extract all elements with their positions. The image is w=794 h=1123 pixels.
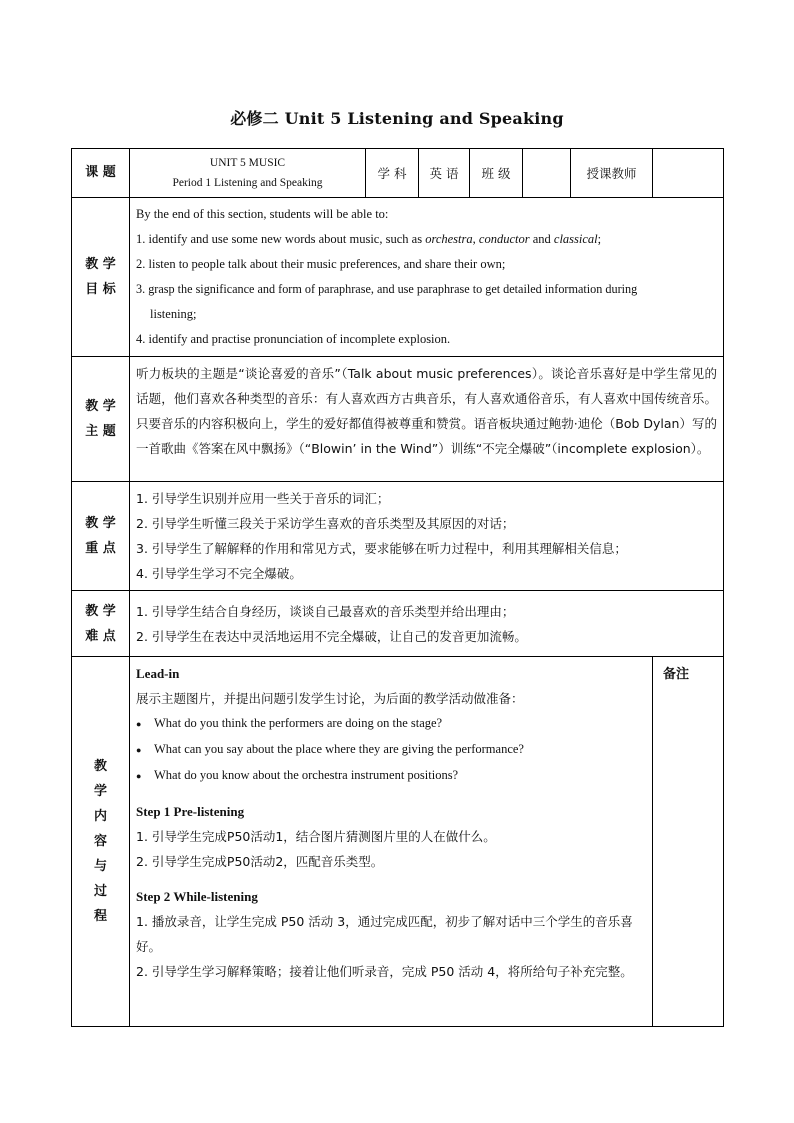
note-label: 备注 [653, 657, 724, 1027]
leadin-intro: 展示主题图片，并提出问题引发学生讨论，为后面的教学活动做准备： [136, 691, 524, 706]
bullet-icon: ● [136, 771, 142, 781]
topic-line2: Period 1 Listening and Speaking [172, 177, 323, 189]
theme-label: 教 学 主 题 [72, 357, 130, 482]
leadin-question: ● What do you think the performers are doing on the stage? [136, 711, 646, 737]
lesson-plan-table [71, 148, 724, 1027]
step2-item: 1. 播放录音，让学生完成 P50 活动 3，通过完成匹配，初步了解对话中三个学生的音乐喜好。 [136, 914, 633, 954]
theme-row [72, 357, 724, 482]
objective-item-1: 1. identify and use some new words about music, such as orchestra, conductor and classical; [136, 232, 602, 246]
teacher-value [653, 149, 724, 198]
subject-label: 学 科 [366, 149, 419, 198]
difficult-points-label: 教 学 难 点 [72, 591, 130, 657]
step1-item: 2. 引导学生完成P50活动2，匹配音乐类型。 [136, 854, 384, 869]
key-point-item: 4. 引导学生学习不完全爆破。 [136, 566, 302, 581]
difficult-point-item: 1. 引导学生结合自身经历，谈谈自己最喜欢的音乐类型并给出理由； [136, 603, 515, 619]
objective-item-2: 2. listen to people talk about their music preferences, and share their own; [136, 257, 506, 271]
bullet-icon: ● [136, 745, 142, 755]
step1-title: Step 1 Pre-listening [136, 804, 245, 819]
header-row [72, 149, 724, 198]
topic-label: 课 题 [72, 149, 130, 198]
objectives-row [72, 198, 724, 357]
key-point-item: 2. 引导学生听懂三段关于采访学生喜欢的音乐类型及其原因的对话； [136, 516, 515, 531]
difficult-point-item: 2. 引导学生在表达中灵活地运用不完全爆破，让自己的发音更加流畅。 [136, 628, 527, 644]
theme-content: 听力板块的主题是“谈论喜爱的音乐”（Talk about music preferences）。谈论音乐喜好是中学生常见的话题，他们喜欢各种类型的音乐：有人喜欢西方古典音乐，有人喜欢通俗音乐，有人喜欢中国传统音乐。只要音乐的内容积极向上，学生的爱好都值得被尊重和赞赏。语音板块通过鲍勃·迪伦（Bob Dylan）写的一首歌曲《答案在风中飘扬》（“Blowin’ in the Wind”）训练“不完全爆破”（incomplete explosion）。 [130, 357, 724, 482]
key-point-item: 3. 引导学生了解解释的作用和常见方式，要求能够在听力过程中，利用其理解相关信息； [136, 541, 627, 556]
topic-value [130, 149, 366, 198]
objective-item-3: 3. grasp the significance and form of paraphrase, and use paraphrase to get detailed information during listening; [136, 282, 638, 321]
class-label: 班 级 [470, 149, 523, 198]
bullet-icon: ● [136, 719, 142, 729]
key-points-content [130, 482, 724, 591]
process-row [72, 657, 724, 1027]
difficult-points-row [72, 591, 724, 657]
process-label: 教 学 内 容 与 过 程 [72, 657, 130, 1027]
step1-item: 1. 引导学生完成P50活动1，结合图片猜测图片里的人在做什么。 [136, 829, 496, 844]
objectives-content [130, 198, 724, 357]
class-value [523, 149, 571, 198]
leadin-question: ● What can you say about the place where they are giving the performance? [136, 737, 646, 763]
difficult-points-content [130, 591, 724, 657]
step2-item: 2. 引导学生学习解释策略；接着让他们听录音，完成 P50 活动 4，将所给句子补充完整。 [136, 964, 633, 979]
leadin-title: Lead-in [136, 666, 180, 681]
topic-line1: UNIT 5 MUSIC [209, 157, 286, 169]
objectives-intro: By the end of this section, students will be able to: [136, 207, 389, 221]
objectives-label: 教 学 目 标 [72, 198, 130, 357]
key-points-row [72, 482, 724, 591]
page-title: 必修二 Unit 5 Listening and Speaking [230, 109, 564, 128]
objective-item-4: 4. identify and practise pronunciation of incomplete explosion. [136, 332, 451, 346]
leadin-question: ● What do you know about the orchestra instrument positions? [136, 763, 646, 789]
subject-value: 英 语 [419, 149, 470, 198]
process-content [130, 657, 653, 1027]
key-points-label: 教 学 重 点 [72, 482, 130, 591]
step2-title: Step 2 While-listening [136, 889, 258, 904]
key-point-item: 1. 引导学生识别并应用一些关于音乐的词汇； [136, 491, 390, 506]
teacher-label: 授课教师 [571, 149, 653, 198]
